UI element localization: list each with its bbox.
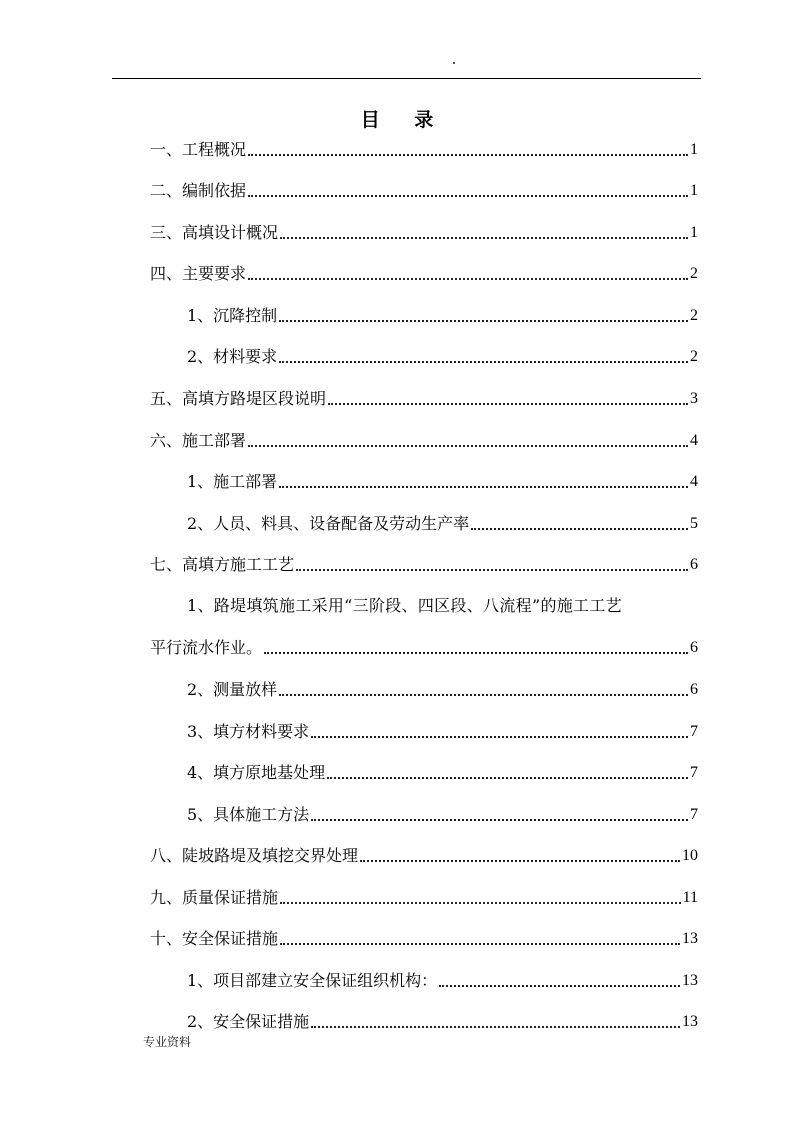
toc-label: 4、填方原地基处理 <box>187 763 326 782</box>
toc-page-number: 1 <box>690 224 698 241</box>
toc-label: 七、高填方施工工艺 <box>150 555 295 574</box>
toc-page-number: 6 <box>690 639 698 656</box>
dot-leader <box>280 237 688 239</box>
toc-page-number: 2 <box>690 348 698 365</box>
toc-page-number: 2 <box>690 265 698 282</box>
toc-entry-5[interactable] <box>150 385 698 409</box>
toc-label: 2、测量放样 <box>187 680 278 699</box>
dot-leader <box>248 445 688 447</box>
toc-label: 1、项目部建立安全保证组织机构： <box>187 971 438 990</box>
dot-leader <box>279 486 688 488</box>
toc-entry-7-1-line1[interactable]: 1、路堤填筑施工采用“三阶段、四区段、八流程”的施工工艺 <box>187 596 622 615</box>
toc-entry-4-1[interactable] <box>187 302 698 326</box>
toc-entry-10[interactable] <box>150 925 698 949</box>
dot-leader <box>248 278 688 280</box>
dot-leader <box>264 652 688 654</box>
toc-page-number: 4 <box>690 473 698 490</box>
toc-entry-6[interactable] <box>150 427 698 451</box>
toc-label: 2、人员、料具、设备配备及劳动生产率 <box>187 514 470 533</box>
dot-leader <box>280 902 681 904</box>
toc-entry-7-2[interactable] <box>187 676 698 700</box>
toc-label: 1、沉降控制 <box>187 306 278 325</box>
toc-label: 三、高填设计概况 <box>150 223 279 242</box>
dot-leader <box>471 528 688 530</box>
toc-entry-10-1[interactable] <box>187 967 698 991</box>
toc-page-number: 1 <box>690 141 698 158</box>
toc-page-number: 2 <box>690 307 698 324</box>
toc-page-number: 7 <box>690 723 698 740</box>
toc-entry-8[interactable] <box>150 842 698 866</box>
toc-page-number: 11 <box>682 889 698 906</box>
toc-entry-4-2[interactable] <box>187 343 698 367</box>
toc-entry-3[interactable] <box>150 219 698 243</box>
toc-entry-7-1[interactable] <box>150 634 698 658</box>
toc-label: 八、陡坡路堤及填挖交界处理 <box>150 846 359 865</box>
toc-page-number: 1 <box>690 182 698 199</box>
toc-entry-7[interactable] <box>150 551 698 575</box>
toc-entry-2[interactable] <box>150 177 698 201</box>
dot-leader <box>296 569 688 571</box>
toc-entry-1[interactable] <box>150 136 698 160</box>
toc-label: 平行流水作业。 <box>150 638 263 657</box>
toc-page-number: 3 <box>690 390 698 407</box>
toc-label: 四、主要要求 <box>150 264 247 283</box>
toc-page-number: 7 <box>690 764 698 781</box>
page-footer: 专业资料 <box>143 1035 192 1049</box>
toc-entry-6-1[interactable] <box>187 468 698 492</box>
toc-entry-7-3[interactable] <box>187 718 698 742</box>
toc-label: 2、安全保证措施 <box>187 1012 310 1031</box>
dot-leader <box>311 819 688 821</box>
dot-leader <box>279 320 688 322</box>
toc-label: 2、材料要求 <box>187 347 278 366</box>
dot-leader <box>327 777 688 779</box>
toc-page-number: 13 <box>682 930 698 947</box>
toc-entry-9[interactable] <box>150 884 698 908</box>
toc-page-number: 7 <box>690 806 698 823</box>
toc-page-number: 6 <box>690 681 698 698</box>
toc-page-number: 13 <box>682 972 698 989</box>
dot-leader <box>248 195 688 197</box>
toc-label: 五、高填方路堤区段说明 <box>150 389 327 408</box>
toc-label: 5、具体施工方法 <box>187 805 310 824</box>
dot-leader <box>439 985 680 987</box>
page-title: 目 录 <box>360 108 448 131</box>
dot-leader <box>279 361 688 363</box>
toc-page-number: 13 <box>682 1013 698 1030</box>
toc-label: 十、安全保证措施 <box>150 929 279 948</box>
dot-leader <box>360 860 680 862</box>
toc-page-number: 5 <box>690 515 698 532</box>
toc-label: 3、填方材料要求 <box>187 722 310 741</box>
toc-page-number: 6 <box>690 556 698 573</box>
toc-entry-6-2[interactable] <box>187 510 698 534</box>
dot-leader <box>279 694 688 696</box>
toc-page-number: 10 <box>682 847 698 864</box>
dot-leader <box>311 1026 680 1028</box>
toc-label: 二、编制依据 <box>150 181 247 200</box>
toc-entry-4[interactable] <box>150 260 698 284</box>
toc-label: 一、工程概况 <box>150 140 247 159</box>
dot-leader <box>248 154 688 156</box>
toc-label: 六、施工部署 <box>150 431 247 450</box>
toc-label: 1、施工部署 <box>187 472 278 491</box>
dot-leader <box>280 943 680 945</box>
dot-leader <box>311 736 688 738</box>
toc-label: 九、质量保证措施 <box>150 888 279 907</box>
toc-entry-7-4[interactable] <box>187 759 698 783</box>
toc-entry-7-5[interactable] <box>187 801 698 825</box>
dot-leader <box>328 403 688 405</box>
toc-entry-10-2[interactable] <box>187 1008 698 1032</box>
toc-page-number: 4 <box>690 432 698 449</box>
